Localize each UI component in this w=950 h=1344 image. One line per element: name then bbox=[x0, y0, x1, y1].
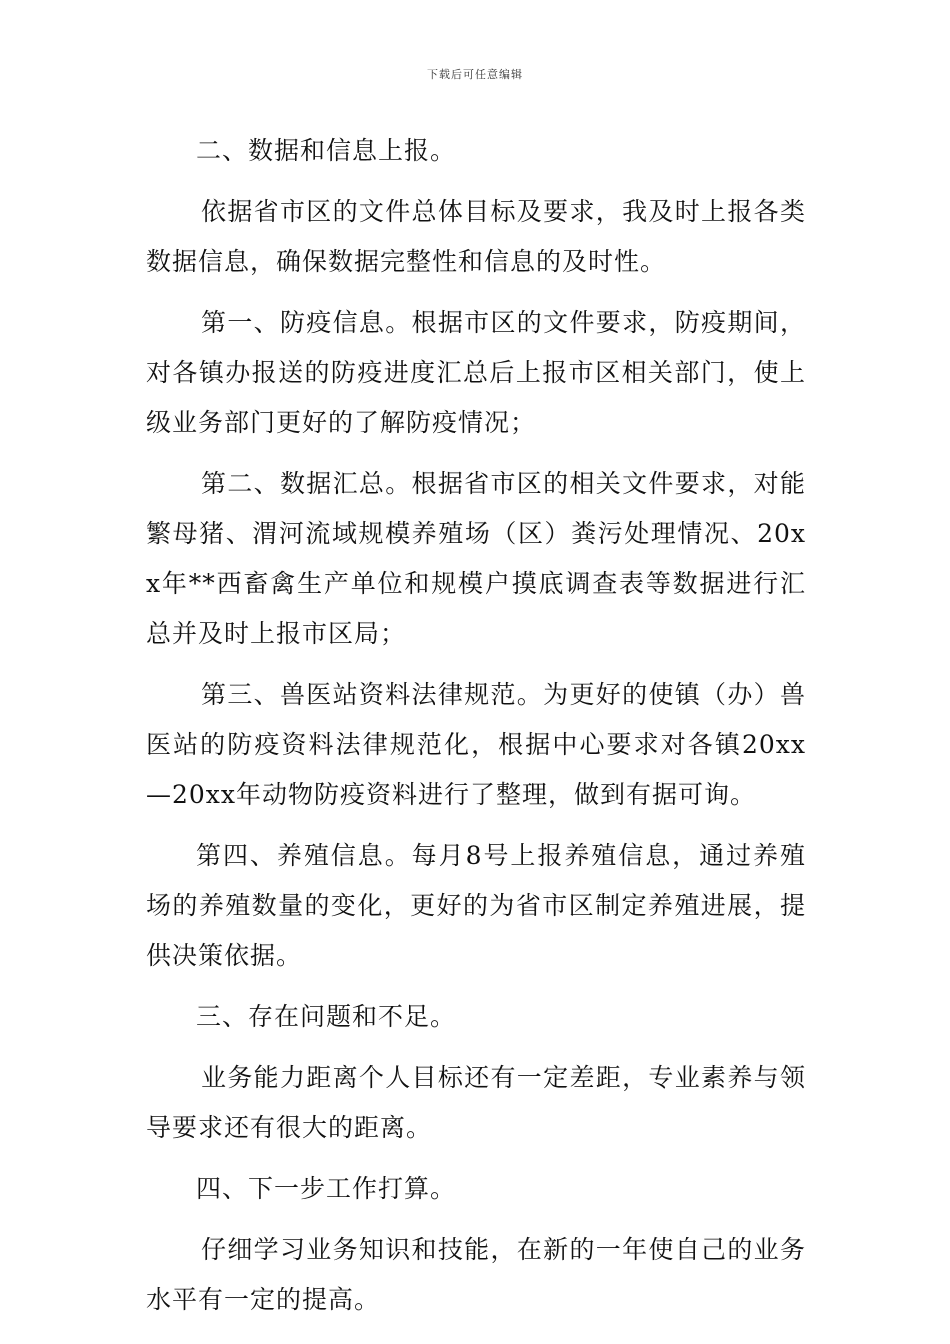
paragraph-next-steps: 仔细学习业务知识和技能，在新的一年使自己的业务水平有一定的提高。 bbox=[146, 1235, 806, 1314]
paragraph-data-summary: 第二、数据汇总。根据省市区的相关文件要求，对能繁母猪、渭河流域规模养殖场（区）粪污处理情况、20xx年**西畜禽生产单位和规模户摸底调查表等数据进行汇总并及时上报市区局； bbox=[146, 469, 806, 648]
paragraph-vet-station-records: 第三、兽医站资料法律规范。为更好的使镇（办）兽医站的防疫资料法律规范化，根据中心要求对各镇20xx—20xx年动物防疫资料进行了整理，做到有据可询。 bbox=[146, 680, 806, 809]
section-heading-data-reporting: 二、数据和信息上报。 bbox=[196, 136, 457, 165]
paragraph-breeding-info: 第四、养殖信息。每月8号上报养殖信息，通过养殖场的养殖数量的变化，更好的为省市区制定养殖进展，提供决策依据。 bbox=[146, 841, 806, 970]
section-heading-problems: 三、存在问题和不足。 bbox=[196, 1002, 457, 1031]
header-note: 下载后可任意编辑 bbox=[427, 68, 523, 81]
paragraph-overview: 依据省市区的文件总体目标及要求，我及时上报各类数据信息，确保数据完整性和信息的及时性。 bbox=[146, 197, 806, 276]
paragraph-problems: 业务能力距离个人目标还有一定差距，专业素养与领导要求还有很大的距离。 bbox=[146, 1063, 806, 1142]
paragraph-epidemic-info: 第一、防疫信息。根据市区的文件要求，防疫期间，对各镇办报送的防疫进度汇总后上报市区相关部门，使上级业务部门更好的了解防疫情况； bbox=[146, 308, 806, 437]
section-heading-next-steps: 四、下一步工作打算。 bbox=[196, 1174, 457, 1203]
document-body bbox=[146, 126, 806, 1336]
